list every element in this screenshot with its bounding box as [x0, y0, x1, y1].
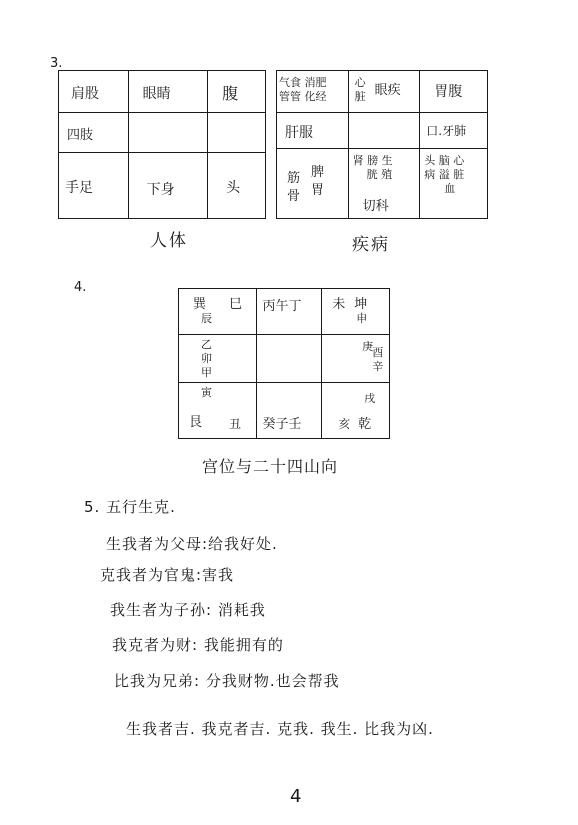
body-cell: 头: [208, 153, 266, 219]
direction-cell: 戌 亥 乾: [322, 383, 390, 439]
section-4-number: 4.: [74, 280, 87, 295]
direction-cell: 寅 艮 丑: [179, 383, 257, 439]
disease-cell: 胃腹: [420, 71, 488, 113]
direction-cell: 丙午丁: [256, 289, 322, 335]
wuxing-line: 克我者为官鬼:害我: [100, 566, 235, 584]
direction-cell: 乙 卯 甲: [179, 335, 257, 383]
body-cell: 肩股: [59, 71, 129, 113]
section-5-heading: 5. 五行生克.: [84, 498, 176, 516]
disease-table: [276, 70, 488, 219]
body-cell: [208, 113, 266, 153]
disease-cell: 肝服: [277, 113, 349, 149]
directions-caption: 宫位与二十四山向: [202, 457, 339, 476]
wuxing-line: 生我者为父母:给我好处.: [106, 535, 278, 553]
disease-cell: 头 脑 心 病 溢 脏 血: [420, 149, 488, 219]
disease-cell: [348, 113, 420, 149]
page-number: 4: [290, 786, 303, 807]
disease-cell: 气食 消肥 管管 化经: [277, 71, 349, 113]
disease-cell: 肾 膀 生 胱 殖 切科: [348, 149, 420, 219]
disease-cell: 心 脏 眼疾: [348, 71, 420, 113]
direction-cell: [256, 335, 322, 383]
wuxing-summary: 生我者吉. 我克者吉. 克我. 我生. 比我为凶.: [126, 720, 434, 738]
direction-cell: 庚 酉 辛: [322, 335, 390, 383]
disease-cell: 口.牙肺: [420, 113, 488, 149]
wuxing-line: 比我为兄弟: 分我财物.也会帮我: [114, 672, 340, 690]
body-caption: 人体: [150, 231, 188, 251]
disease-caption: 疾病: [352, 235, 390, 255]
directions-grid: [178, 288, 390, 439]
body-cell: 手足: [59, 153, 129, 219]
body-cell: [128, 113, 207, 153]
section-3-number: 3.: [50, 56, 63, 71]
body-parts-table: [58, 70, 266, 219]
wuxing-line: 我生者为子孙: 消耗我: [110, 601, 266, 619]
body-cell: 下身: [128, 153, 207, 219]
direction-cell: 未 坤 申: [322, 289, 390, 335]
direction-cell: 巽 辰 巳: [179, 289, 257, 335]
disease-cell: 筋 骨 脾 胃: [277, 149, 349, 219]
body-cell: 四肢: [59, 113, 129, 153]
body-cell: 腹: [208, 71, 266, 113]
direction-cell: 癸子壬: [256, 383, 322, 439]
wuxing-line: 我克者为财: 我能拥有的: [112, 636, 284, 654]
body-cell: 眼睛: [128, 71, 207, 113]
